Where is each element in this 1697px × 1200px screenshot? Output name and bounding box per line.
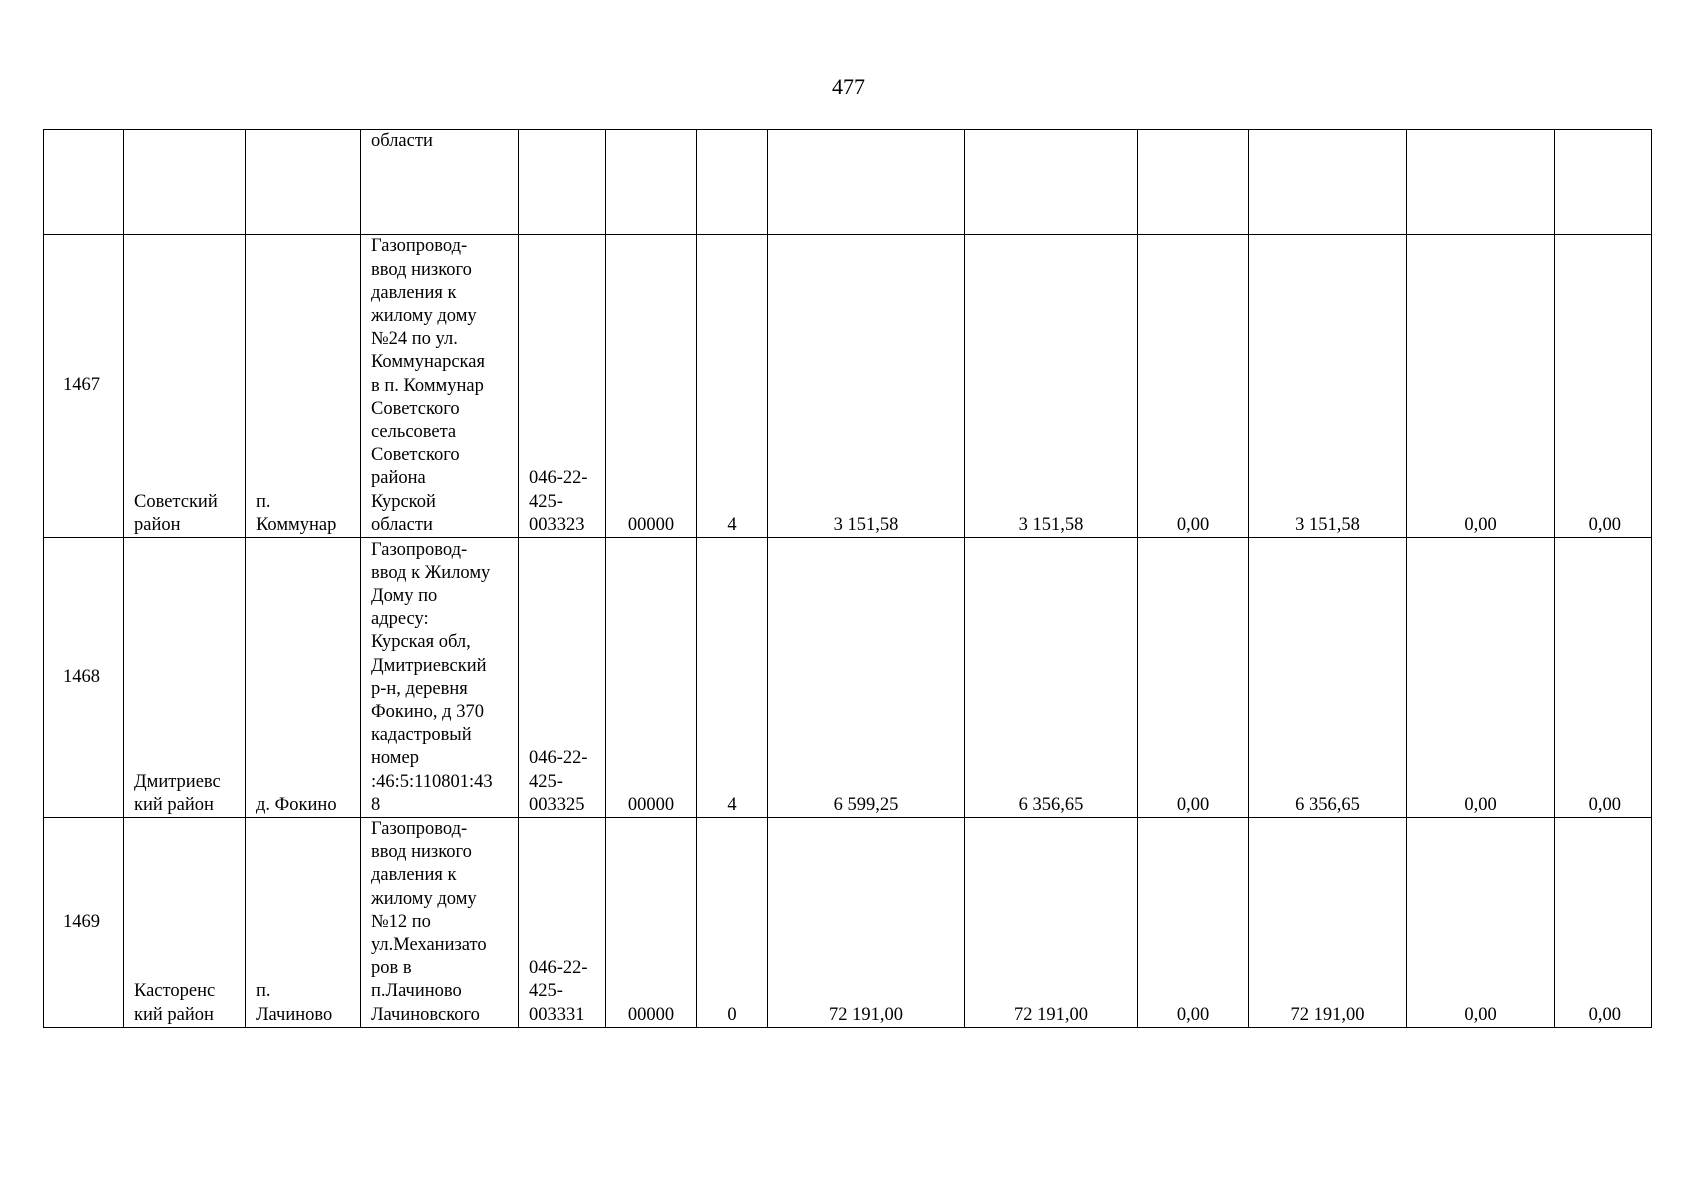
district-text: Советский район	[134, 491, 218, 535]
cell-value6	[1555, 818, 1652, 1028]
cell-value3	[1138, 235, 1249, 538]
object-name-text: Газопровод- ввод к Жилому Дому по адресу: Курская обл, Дмитриевский р-н, деревня Фокино, д 370 кадастровый номер :46:5:110801:43 8	[371, 539, 493, 815]
category-text: 4	[727, 514, 737, 535]
cell-value1	[768, 818, 965, 1028]
code2-text: 00000	[627, 794, 675, 815]
value6-text: 0,00	[1588, 794, 1621, 815]
value2-text: 6 356,65	[1018, 794, 1084, 815]
cell-code2	[606, 235, 697, 538]
cell-value4	[1249, 130, 1407, 235]
value5-text: 0,00	[1464, 794, 1497, 815]
cell-value1	[768, 235, 965, 538]
cell-value4	[1249, 235, 1407, 538]
cell-settlement	[246, 538, 361, 818]
category-text: 4	[727, 794, 737, 815]
cell-value1	[768, 538, 965, 818]
value5-text: 0,00	[1464, 1004, 1497, 1025]
cell-value2	[965, 818, 1138, 1028]
page-number: 477	[832, 74, 865, 99]
cell-object-name	[361, 130, 519, 235]
value3-text: 0,00	[1176, 794, 1210, 815]
value1-text: 72 191,00	[829, 1004, 903, 1025]
table-row	[44, 235, 1652, 538]
cell-value6	[1555, 538, 1652, 818]
value4-text: 6 356,65	[1295, 794, 1360, 815]
value4-text: 72 191,00	[1290, 1004, 1365, 1025]
code2-text: 00000	[627, 1004, 675, 1025]
cell-value5	[1407, 235, 1555, 538]
row-number: 1467	[63, 375, 100, 396]
cell-no	[44, 818, 124, 1028]
value1-text: 3 151,58	[833, 514, 899, 535]
cell-code2	[606, 818, 697, 1028]
cell-code	[519, 130, 606, 235]
value2-text: 3 151,58	[1018, 514, 1084, 535]
cell-district	[124, 818, 246, 1028]
value2-text: 72 191,00	[1014, 1004, 1088, 1025]
cell-value5	[1407, 538, 1555, 818]
cell-district	[124, 130, 246, 235]
cell-district	[124, 538, 246, 818]
cell-settlement	[246, 235, 361, 538]
cell-value5	[1407, 130, 1555, 235]
cell-code	[519, 818, 606, 1028]
cell-category	[697, 538, 768, 818]
cell-code	[519, 235, 606, 538]
cell-value4	[1249, 538, 1407, 818]
cell-object-name	[361, 235, 519, 538]
cell-code2	[606, 130, 697, 235]
district-text: Касторенс кий район	[134, 981, 216, 1025]
cell-object-name	[361, 818, 519, 1028]
objects-table	[43, 129, 1652, 1028]
value4-text: 3 151,58	[1295, 514, 1360, 535]
cell-value3	[1138, 130, 1249, 235]
row-number: 1468	[63, 666, 100, 687]
cell-value2	[965, 130, 1138, 235]
table-row	[44, 818, 1652, 1028]
row-number: 1469	[63, 911, 100, 932]
cell-settlement	[246, 130, 361, 235]
cell-value6	[1555, 235, 1652, 538]
cell-value6	[1555, 130, 1652, 235]
code-text: 046-22- 425- 003331	[529, 958, 588, 1025]
value6-text: 0,00	[1588, 514, 1621, 535]
settlement-text: д. Фокино	[256, 794, 337, 815]
value6-text: 0,00	[1588, 1004, 1621, 1025]
cell-value3	[1138, 538, 1249, 818]
cell-value4	[1249, 818, 1407, 1028]
cell-code	[519, 538, 606, 818]
cell-category	[697, 235, 768, 538]
settlement-text: п. Коммунар	[256, 491, 337, 535]
settlement-text: п. Лачиново	[256, 981, 333, 1025]
cell-code2	[606, 538, 697, 818]
code-text: 046-22- 425- 003323	[529, 468, 588, 535]
cell-settlement	[246, 818, 361, 1028]
object-name-text: Газопровод- ввод низкого давления к жилому дому №12 по ул.Механизато ров в п.Лачиново Лачиновского	[371, 819, 487, 1025]
object-name-text: Газопровод- ввод низкого давления к жилому дому №24 по ул. Коммунарская в п. Коммунар Советского сельсовета Советского района Курской области	[371, 236, 485, 535]
object-name-text: области	[371, 131, 433, 151]
cell-object-name	[361, 538, 519, 818]
cell-value2	[965, 235, 1138, 538]
cell-no	[44, 130, 124, 235]
cell-district	[124, 235, 246, 538]
cell-no	[44, 538, 124, 818]
value3-text: 0,00	[1176, 514, 1210, 535]
table-row	[44, 538, 1652, 818]
cell-category	[697, 130, 768, 235]
value3-text: 0,00	[1176, 1004, 1210, 1025]
value5-text: 0,00	[1464, 514, 1497, 535]
cell-category	[697, 818, 768, 1028]
district-text: Дмитриевс кий район	[134, 771, 221, 815]
code2-text: 00000	[627, 514, 675, 535]
cell-value3	[1138, 818, 1249, 1028]
cell-value1	[768, 130, 965, 235]
cell-value2	[965, 538, 1138, 818]
cell-no	[44, 235, 124, 538]
cell-value5	[1407, 818, 1555, 1028]
code-text: 046-22- 425- 003325	[529, 748, 588, 815]
category-text: 0	[727, 1004, 737, 1025]
table-row-continuation	[44, 130, 1652, 235]
value1-text: 6 599,25	[833, 794, 899, 815]
